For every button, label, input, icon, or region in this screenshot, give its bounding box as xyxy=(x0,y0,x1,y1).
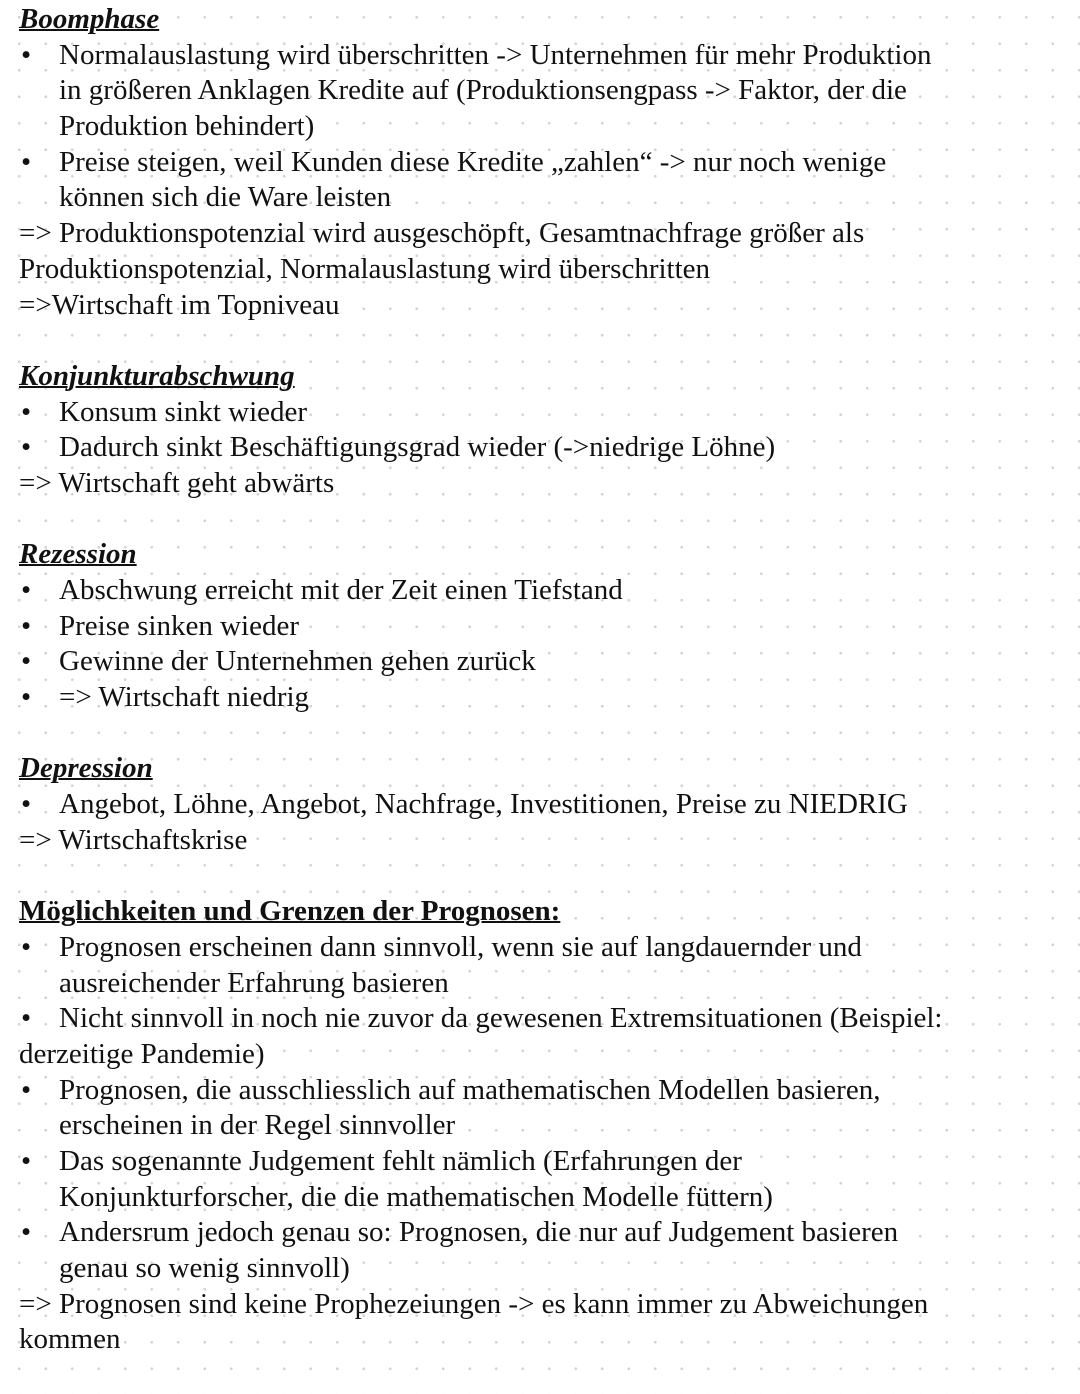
line-text: => Wirtschaftskrise xyxy=(19,823,248,856)
line-text: =>Wirtschaft im Topniveau xyxy=(19,288,340,321)
section xyxy=(19,2,942,323)
bullet-icon: • xyxy=(21,609,32,642)
bullet-icon: • xyxy=(21,38,32,71)
line-text: derzeitige Pandemie) xyxy=(19,1037,265,1070)
line-text: Nicht sinnvoll in noch nie zuvor da gewesenen Extremsituationen (Beispiel: xyxy=(59,1002,943,1035)
line-text: Prognosen, die ausschliesslich auf mathematischen Modellen basieren, xyxy=(59,1073,881,1106)
text-line xyxy=(19,216,942,252)
blank-line xyxy=(19,859,942,895)
bullet-item xyxy=(19,1073,942,1109)
bullet-item xyxy=(19,430,942,466)
text-line xyxy=(19,1037,942,1073)
text-line xyxy=(19,73,942,109)
line-text: => Wirtschaft geht abwärts xyxy=(19,466,335,499)
line-text: Das sogenannte Judgement fehlt nämlich (Erfahrungen der xyxy=(59,1145,742,1177)
text-line xyxy=(19,1287,942,1323)
line-text: in größeren Anklagen Kredite auf (Produktionsengpass -> Faktor, der die xyxy=(59,74,907,107)
bullet-icon: • xyxy=(21,930,32,963)
line-text: Dadurch sinkt Beschäftigungsgrad wieder (->niedrige Löhne) xyxy=(59,431,776,464)
section-heading: Möglichkeiten und Grenzen der Prognosen: xyxy=(19,895,561,928)
section xyxy=(19,537,942,715)
text-line xyxy=(19,823,942,859)
section-heading: Rezession xyxy=(19,538,137,571)
bullet-item xyxy=(19,680,942,716)
line-text: Normalauslastung wird überschritten -> Unternehmen für mehr Produktion xyxy=(59,38,932,71)
line-text: Produktionspotenzial, Normalauslastung wird überschritten xyxy=(19,252,711,285)
blank-line xyxy=(19,323,942,359)
text-line xyxy=(19,180,942,216)
blank-line xyxy=(19,502,942,538)
blank-line xyxy=(19,716,942,752)
document xyxy=(19,2,942,1358)
line-text: können sich die Ware leisten xyxy=(59,181,392,214)
section xyxy=(19,359,942,502)
bullet-icon: • xyxy=(21,1002,32,1035)
line-text: => Produktionspotenzial wird ausgeschöpft, Gesamtnachfrage größer als xyxy=(19,217,865,250)
line-text: Abschwung erreicht mit der Zeit einen Tiefstand xyxy=(59,574,623,606)
line-text: Konsum sinkt wieder xyxy=(59,395,308,428)
bullet-icon: • xyxy=(21,574,32,606)
bullet-item xyxy=(19,1144,942,1180)
bullet-item xyxy=(19,930,942,966)
line-text: => Wirtschaft niedrig xyxy=(59,681,310,714)
section-heading: Depression xyxy=(19,752,153,785)
bullet-icon: • xyxy=(21,145,32,178)
bullet-icon: • xyxy=(21,1073,32,1106)
line-text: Konjunkturforscher, die die mathematischen Modelle füttern) xyxy=(59,1180,773,1213)
text-line xyxy=(19,1251,942,1287)
line-text: => Prognosen sind keine Prophezeiungen -> es kann immer zu Abweichungen xyxy=(19,1287,929,1320)
line-text: Andersrum jedoch genau so: Prognosen, die nur auf Judgement basieren xyxy=(59,1216,899,1249)
line-text: Gewinne der Unternehmen gehen zurück xyxy=(59,645,536,678)
line-text: Preise sinken wieder xyxy=(59,609,299,642)
bullet-icon: • xyxy=(21,645,32,678)
text-line xyxy=(19,466,942,502)
text-line xyxy=(19,1180,942,1216)
line-text: Angebot, Löhne, Angebot, Nachfrage, Investitionen, Preise zu NIEDRIG xyxy=(59,788,908,821)
line-text: erscheinen in der Regel sinnvoller xyxy=(59,1109,456,1142)
line-text: kommen xyxy=(19,1323,121,1356)
text-line xyxy=(19,109,942,145)
bullet-item xyxy=(19,787,942,823)
bullet-item xyxy=(19,1001,942,1037)
line-text: ausreichender Erfahrung basieren xyxy=(59,966,449,999)
bullet-icon: • xyxy=(21,788,32,821)
text-line xyxy=(19,1322,942,1358)
text-line xyxy=(19,1108,942,1144)
bullet-item xyxy=(19,609,942,645)
text-line xyxy=(19,252,942,288)
line-text: genau so wenig sinnvoll) xyxy=(59,1252,350,1285)
bullet-icon: • xyxy=(21,431,32,464)
section-heading: Boomphase xyxy=(19,3,160,35)
text-line xyxy=(19,966,942,1002)
text-line xyxy=(19,288,942,324)
bullet-item xyxy=(19,145,942,181)
bullet-icon: • xyxy=(21,681,32,714)
line-text: Prognosen erscheinen dann sinnvoll, wenn sie auf langdauernder und xyxy=(59,930,862,963)
bullet-icon: • xyxy=(21,1216,32,1249)
section xyxy=(19,894,942,1358)
bullet-item xyxy=(19,38,942,74)
line-text: Preise steigen, weil Kunden diese Kredite „zahlen“ -> nur noch wenige xyxy=(59,145,887,178)
bullet-icon: • xyxy=(21,395,32,428)
bullet-item xyxy=(19,644,942,680)
bullet-icon: • xyxy=(21,1145,32,1177)
section-heading: Konjunkturabschwung xyxy=(19,359,295,392)
line-text: Produktion behindert) xyxy=(59,110,315,143)
section xyxy=(19,751,942,858)
bullet-item xyxy=(19,1215,942,1251)
bullet-item xyxy=(19,573,942,609)
bullet-item xyxy=(19,395,942,431)
